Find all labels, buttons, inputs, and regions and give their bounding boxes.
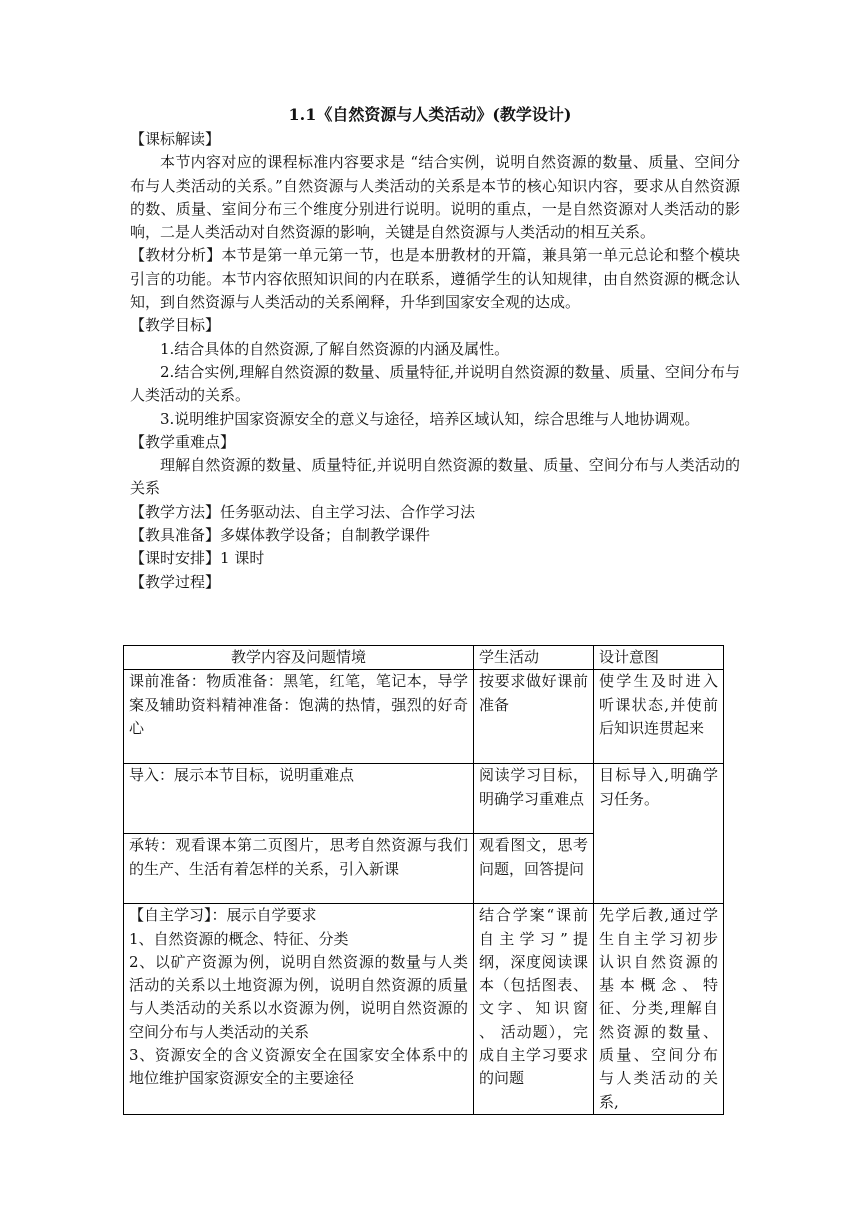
row3-content: 承转：观看课本第二页图片，思考自然资源与我们的生产、生活有着怎样的关系，引入新课 (124, 834, 474, 904)
jiaoju-text: 多媒体教学设备；自制教学课件 (220, 526, 431, 545)
header-activity: 学生活动 (474, 646, 594, 670)
table-row (124, 904, 724, 1115)
document-body (130, 128, 740, 594)
row4-line-2: 2、以矿产资源为例，说明自然资源的数量与人类活动的关系以土地资源为例，说明自然资源的质量与人类活动的关系以水资源为例，说明自然资源的空间分布与人类活动的关系 (129, 952, 468, 1041)
row3-activity: 观看图文，思考问题，回答提问 (474, 834, 594, 904)
keshi-text: 1 课时 (220, 549, 265, 568)
row1-content: 课前准备：物质准备：黑笔，红笔，笔记本，导学案及辅助资料精神准备：饱满的热情，强烈的好奇心 (124, 670, 474, 764)
table-row (124, 670, 724, 764)
row4-line-0: ：展示自学要求 (211, 906, 317, 925)
document-title: 1.1《自然资源与人类活动》(教学设计) (288, 105, 572, 124)
row4-intent: 先学后教,通过学生自主学习初步认识自然资源的基本概念、特征、分类,理解自然资源的数量、质量、空间分布与人类活动的关系, (594, 904, 724, 1115)
jiaocai-text: 本节是第一单元第一节，也是本册教材的开篇，兼具第一单元总论和整个模块引言的功能。本节内容依照知识间的内在联系，遵循学生的认知规律，由自然资源的概念认知，到自然资源与人类活动的关系阐释，升华到国家安全观的达成。 (130, 246, 740, 312)
jiaocai-heading: 【教材分析】 (130, 246, 222, 265)
fangfa-heading: 【教学方法】 (130, 502, 221, 521)
mubiao-item-3: 3.说明维护国家资源安全的意义与途径，培养区域认知，综合思维与人地协调观。 (160, 409, 700, 428)
row4-activity: 结合学案“课前自主学习”提纲，深度阅读课本（包括图表、文字、知识窗 、 活动题），完成自主学习要求的问题 (474, 904, 594, 1115)
row4-content (124, 904, 474, 1115)
table-header-row (124, 646, 724, 670)
mubiao-heading: 【教学目标】 (130, 316, 221, 335)
table-row (124, 764, 724, 834)
jiaoju-paragraph (130, 524, 740, 547)
process-table (123, 645, 724, 1115)
jiaoju-heading: 【教具准备】 (130, 526, 221, 545)
mubiao-item-1: 1.结合具体的自然资源,了解自然资源的内涵及属性。 (160, 339, 510, 358)
fangfa-paragraph (130, 501, 740, 524)
row1-intent: 使学生及时进入听课状态,并使前后知识连贯起来 (594, 670, 724, 764)
row1-activity: 按要求做好课前准备 (474, 670, 594, 764)
header-content: 教学内容及问题情境 (124, 646, 474, 670)
fangfa-text: 任务驱动法、自主学习法、合作学习法 (220, 502, 476, 521)
row4-line-1: 1、自然资源的概念、特征、分类 (129, 929, 349, 948)
kebiao-heading: 【课标解读】 (130, 130, 221, 148)
row4-heading: 【自主学习】 (129, 906, 212, 925)
row2-content: 导入：展示本节目标，说明重难点 (124, 764, 474, 834)
row2-activity: 阅读学习目标，明确学习重难点 (474, 764, 594, 834)
row4-line-3: 3、资源安全的含义资源安全在国家安全体系中的地位维护国家资源安全的主要途径 (129, 1046, 468, 1088)
guocheng-heading: 【教学过程】 (130, 572, 221, 591)
kebiao-text: 本节内容对应的课程标准内容要求是 “结合实例，说明自然资源的数量、质量、空间分布与人类活动的关系。”自然资源与人类活动的关系是本节的核心知识内容，要求从自然资源的数、质量、室间分布三个维度分别进行说明。说明的重点，一是自然资源对人类活动的影响，二是人类活动对自然资源的影响，关键是自然资源与人类活动的相互关系。 (130, 153, 740, 242)
keshi-heading: 【课时安排】 (130, 549, 221, 568)
mubiao-item-2: 2.结合实例,理解自然资源的数量、质量特征,并说明自然资源的数量、质量、空间分布与人类活动的关系。 (130, 362, 740, 405)
jiaocai-paragraph (130, 244, 740, 314)
row2-intent: 目标导入,明确学习任务。 (594, 764, 724, 904)
zhongnan-text: 理解自然资源的数量、质量特征,并说明自然资源的数量、质量、空间分布与人类活动的关系 (130, 456, 740, 498)
zhongnan-heading: 【教学重难点】 (130, 432, 236, 451)
header-intent: 设计意图 (594, 646, 724, 670)
keshi-paragraph (130, 547, 740, 570)
